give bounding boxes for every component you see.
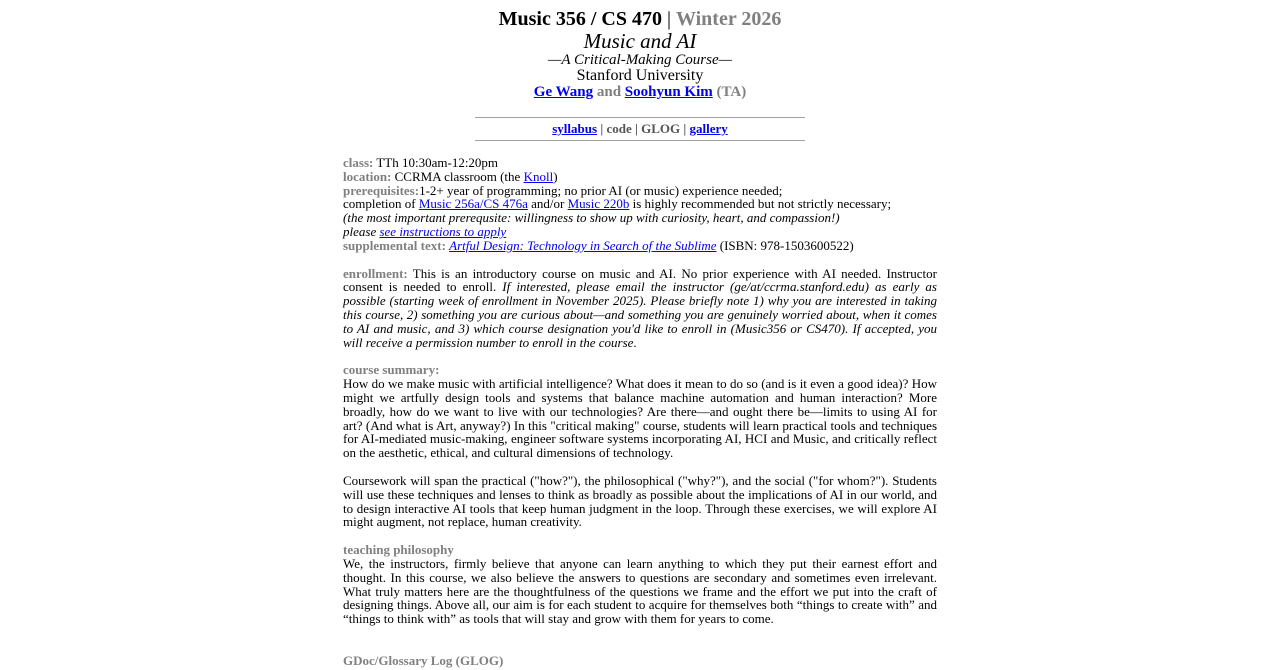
- nav-separator: |: [631, 121, 642, 136]
- music-256a-link[interactable]: Music 256a/CS 476a: [418, 196, 528, 212]
- philosophy-label: teaching philosophy: [343, 542, 454, 558]
- summary-paragraph-2: Coursework will span the practical ("how?"), the philosophical ("why?"), and the social ("for whom?"). Students will use these techniques and lenses to think as broadly as possible about the implications of AI in our world, and to design interactive AI tools that keep human judgment in the loop. Through these exercises, we will explore AI might augment, not replace, human creativity.: [343, 472, 937, 530]
- glog-heading: GDoc/Glossary Log (GLOG): [343, 652, 504, 668]
- course-codes: Music 356 / CS 470: [498, 8, 662, 30]
- enrollment-instructions: If interested, please email the instructor (ge/at/ccrma.stanford.edu) as early as possible (starting week of enrollment in November 2025). Please briefly note 1) why you are interested in taking this course, 2) something you are curious about—and something you are genuinely worried about, when it comes to AI and music, and 3) which course designation you'd like to enroll in (Music356 or CS470). If accepted, you will receive a permission number to enroll in the course: [343, 279, 937, 350]
- nav-code: code: [606, 121, 632, 136]
- completion-text: completion of: [343, 196, 419, 212]
- enrollment-label: enrollment:: [343, 265, 408, 281]
- main-content: [343, 156, 937, 668]
- ta-label: (TA): [712, 84, 747, 100]
- instructor-ge-wang-link[interactable]: Ge Wang: [533, 84, 594, 100]
- location-text: CCRMA classroom (the: [391, 168, 524, 184]
- supplemental-label: supplemental text:: [343, 237, 446, 253]
- class-value: TTh 10:30am-12:20pm: [373, 155, 499, 170]
- class-label: class:: [343, 155, 374, 170]
- apply-instructions-link[interactable]: see instructions to apply: [379, 223, 507, 239]
- prereq-text: 1-2+ year of programming; no prior AI (or music) experience needed;: [419, 182, 783, 198]
- university-name: Stanford University: [576, 67, 704, 84]
- enrollment-text: This is an introductory course on music and AI. No prior experience with AI needed. Instructor consent is needed to enroll.: [343, 265, 937, 295]
- summary-label: course summary:: [343, 362, 440, 378]
- completion-line: [343, 197, 937, 211]
- summary-paragraph-1: How do we make music with artificial intelligence? What does it mean to do so (and is it even a good idea)? How might we artfully design tools and systems that balance machine automation and human interaction? More broadly, how do we want to live with our technologies? Are there—and ought there be—limits to using AI for art? (And what is Art, anyway?) In this "critical making" course, students will learn practical tools and techniques for AI-mediated music-making, engineer software systems incorporating AI, HCI and Music, and critically reflect on the aesthetic, ethical, and cultural dimensions of technology.: [343, 376, 937, 461]
- artful-design-link[interactable]: Artful Design: Technology in Search of the Sublime: [449, 237, 717, 253]
- course-line: [0, 8, 1280, 30]
- course-info: [343, 156, 937, 253]
- nav-syllabus-link[interactable]: syllabus: [552, 121, 598, 136]
- enrollment-end: .: [633, 334, 637, 350]
- philosophy-text: We, the instructors, firmly believe that anyone can learn anything to which they put their earnest effort and thought. In this course, we also believe the answers to questions are secondary and sometimes even irrelevant. What truly matters here are the thoughtfulness of the questions we frame and the effort we put into the craft of designing things. Above all, our aim is for each student to acquire for themselves both “things to create with” and “things to think with” as tools that will stay and grow with them for years to come.: [343, 555, 937, 627]
- completion-and: and/or: [527, 196, 568, 212]
- location-line: [343, 170, 937, 184]
- supplemental-line: [343, 239, 937, 253]
- apply-line: [343, 225, 937, 239]
- important-prereq: (the most important prerequsite: willingness to show up with curiosity, heart, and compassion!): [343, 210, 840, 226]
- course-term: Winter 2026: [675, 8, 782, 30]
- course-separator: |: [661, 8, 676, 30]
- course-summary-section: [343, 363, 937, 529]
- nav-bar: [0, 118, 1280, 140]
- course-subtitle: —A Critical-Making Course—: [548, 52, 732, 68]
- instructor-soohyun-kim-link[interactable]: Soohyun Kim: [624, 84, 713, 100]
- location-close: ): [553, 168, 558, 184]
- nav-separator: |: [680, 121, 690, 136]
- and-text: and: [593, 84, 625, 100]
- instructors-line: [0, 84, 1280, 101]
- teaching-philosophy-section: [343, 543, 937, 626]
- music-220b-link[interactable]: Music 220b: [567, 196, 630, 212]
- location-label: location:: [343, 168, 392, 184]
- enrollment-section: [343, 267, 937, 350]
- prereq-label: prerequisites:: [343, 182, 420, 198]
- knoll-link[interactable]: Knoll: [523, 168, 554, 184]
- please-text: please: [343, 223, 380, 239]
- nav-bottom-divider: [475, 140, 805, 141]
- nav-gallery-link[interactable]: gallery: [689, 121, 728, 136]
- page-header: [0, 8, 1280, 101]
- prereq-line: [343, 184, 937, 198]
- nav-glog: GLOG: [641, 121, 681, 136]
- completion-post: is highly recommended but not strictly necessary;: [629, 196, 892, 212]
- nav-separator: |: [597, 121, 607, 136]
- isbn-text: (ISBN: 978-1503600522): [716, 237, 854, 253]
- course-title: Music and AI: [583, 29, 697, 53]
- class-line: [343, 156, 937, 170]
